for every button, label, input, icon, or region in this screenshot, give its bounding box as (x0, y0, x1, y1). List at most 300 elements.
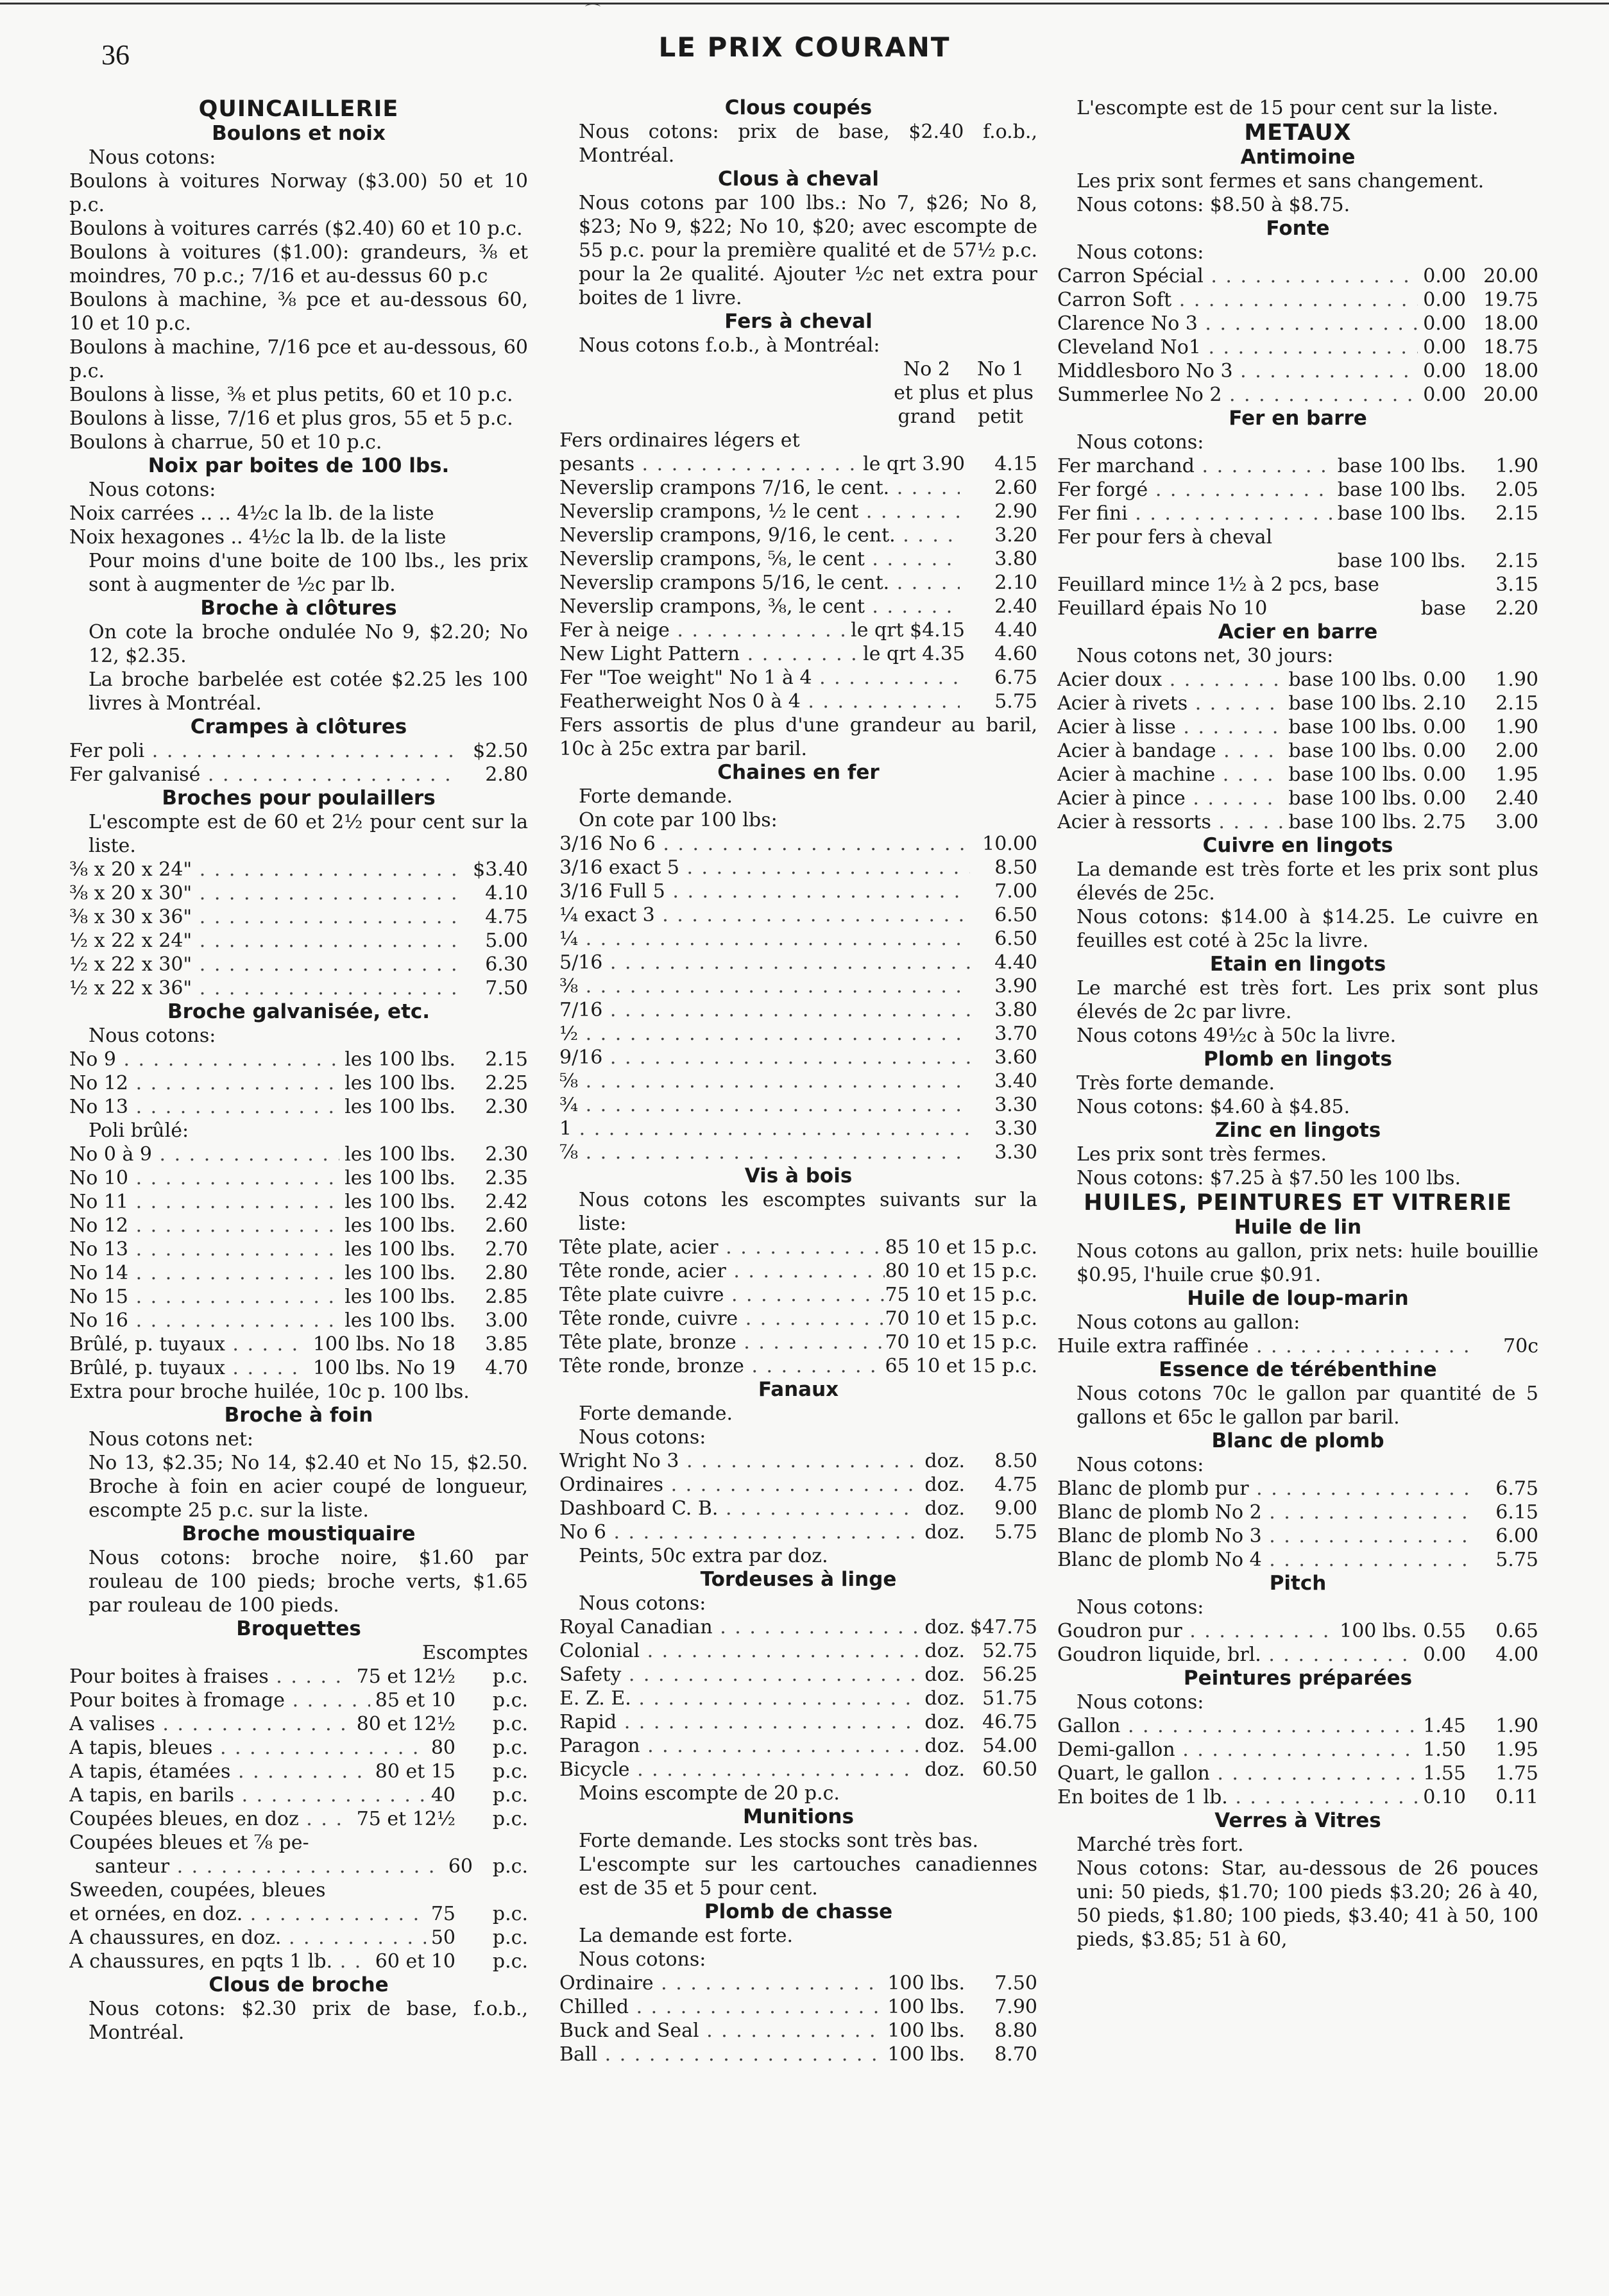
subsection-title: Cuivre en lingots (1202, 834, 1393, 857)
row-value: 3.30 (994, 1094, 1037, 1116)
row-value: 4.70 (485, 1357, 528, 1379)
row-mid: 100 lbs. (887, 1996, 965, 2018)
row-label: En boites de 1 lb. . . . (1057, 1785, 1418, 1809)
subsection-title: Munitions (743, 1805, 854, 1828)
price-list (69, 739, 528, 787)
row-label: ⅜ x 30 x 36" . . . (69, 905, 461, 929)
price-row (559, 1995, 1037, 2019)
row-label: Neverslip crampons, 9/16, le cent. . . . (559, 523, 960, 547)
subsection-title: Peintures préparées (1183, 1667, 1413, 1690)
paragraph: Nous cotons: (1077, 241, 1204, 264)
price-row (69, 976, 528, 1000)
row-label: Fer à neige . . . (559, 618, 846, 642)
price-row (69, 1214, 528, 1237)
paragraph: On cote par 100 lbs: (579, 809, 778, 831)
paragraph: Nous cotons: (579, 1592, 706, 1615)
top-ornament-icon: ⌒ (585, 3, 600, 21)
row-value: 1.95 (1495, 763, 1538, 786)
paragraph: Nous cotons: prix de base, $2.40 f.o.b., Montréal. (579, 121, 1037, 167)
row-label: Carron Spécial . . . (1057, 264, 1418, 288)
price-row (559, 547, 1037, 571)
price-row (559, 903, 1037, 927)
row-label: Bicycle . . . (559, 1758, 919, 1782)
row-label: Acier à pince . . . (1057, 787, 1283, 810)
price-row (1057, 1714, 1538, 1738)
row-label: 9/16 . . . (559, 1046, 970, 1069)
row-value: 1.75 (1495, 1762, 1538, 1785)
row-mid: 100 lbs. (887, 1972, 965, 1994)
price-row (69, 1736, 528, 1760)
row-value: 3.15 (1495, 574, 1538, 596)
paragraph: Nous cotons: (1077, 431, 1204, 454)
price-row (1057, 1334, 1538, 1358)
price-list (559, 1236, 1037, 1378)
row-mid: 75 et 12½ (356, 1808, 455, 1830)
row-value: 19.75 (1483, 289, 1538, 311)
row-label: A chaussures, en doz. . . . (69, 1926, 426, 1950)
price-list (1057, 1714, 1538, 1809)
row-mid: doz. (924, 1663, 965, 1686)
price-row (559, 1615, 1037, 1639)
row-value: 1.90 (1495, 1715, 1538, 1737)
paragraph: Nous cotons les escomptes suivants sur la liste: (579, 1189, 1037, 1235)
subsection-title: Broche à clôtures (200, 597, 397, 620)
price-row (69, 1950, 528, 1973)
subsection-title: Etain en lingots (1209, 953, 1386, 976)
row-mid: doz. (924, 1711, 965, 1733)
paragraph: Nous cotons: $7.25 à $7.50 les 100 lbs. (1077, 1167, 1461, 1189)
row-label: No 6 . . . (559, 1520, 919, 1544)
price-row (69, 1309, 528, 1332)
row-label: ⅜ x 20 x 24" . . . (69, 858, 461, 881)
row-value: 2.42 (485, 1191, 528, 1213)
row-label: 7/16 . . . (559, 998, 970, 1022)
row-label: Fer poli . . . (69, 739, 461, 763)
row-value: 1.95 (1495, 1739, 1538, 1761)
row-label: Colonial . . . (559, 1639, 919, 1663)
row-value: 52.75 (982, 1640, 1037, 1662)
row-label: Huile extra raffinée . . . (1057, 1334, 1471, 1358)
row-value: 3.80 (994, 999, 1037, 1021)
price-row (1057, 692, 1538, 715)
row-value: 0.65 (1495, 1620, 1538, 1642)
column-3 (1057, 96, 1538, 1952)
row-label: A tapis, étamées . . . (69, 1760, 370, 1783)
price-row (69, 1926, 528, 1950)
price-row (1057, 312, 1538, 336)
subsection-title: Huile de loup-marin (1187, 1287, 1409, 1310)
row-value: 4.40 (994, 619, 1037, 642)
row-mid: les 100 lbs. (345, 1238, 455, 1261)
price-row (1057, 668, 1538, 692)
row-mid: les 100 lbs. (345, 1167, 455, 1189)
row-value: 5.75 (1495, 1549, 1538, 1571)
row-value: 7.00 (994, 880, 1037, 903)
price-row (559, 880, 1037, 903)
row-label: Tête ronde, bronze . . . (559, 1354, 885, 1378)
price-row (69, 1855, 528, 1878)
subsection-title: Fonte (1266, 217, 1330, 240)
row-label: No 12 . . . (69, 1214, 339, 1237)
row-label: 1 . . . (559, 1117, 970, 1141)
row-mid: les 100 lbs. (345, 1048, 455, 1071)
row-label: ½ x 22 x 36" . . . (69, 976, 461, 1000)
paragraph: Fers assortis de plus d'une grandeur au baril, 10c à 25c extra par baril. (559, 714, 1037, 760)
row-label: No 11 . . . (69, 1190, 339, 1214)
price-list (559, 452, 1037, 713)
section-title: METAUX (1244, 120, 1352, 146)
price-row (559, 618, 1037, 642)
paragraph: Nous cotons: (1077, 1691, 1204, 1713)
row-label: No 0 à 9 . . . (69, 1143, 339, 1166)
column-1 (69, 96, 528, 2045)
row-label: New Light Pattern . . . (559, 642, 858, 666)
paragraph: Le marché est très fort. Les prix sont plus élevés de 2c par livre. (1077, 977, 1538, 1023)
row-label: Fer "Toe weight" No 1 à 4 . . . (559, 666, 960, 690)
price-row (69, 1095, 528, 1119)
price-row (69, 1712, 528, 1736)
paragraph: Nous cotons: (579, 1948, 706, 1971)
row-label: ⅞ . . . (559, 1141, 970, 1164)
price-row (559, 856, 1037, 880)
row-mid: base 100 lbs. 0.00 (1288, 787, 1466, 810)
row-value: 4.15 (994, 453, 1037, 475)
row-value: 2.10 (994, 572, 1037, 594)
price-row (1057, 288, 1538, 312)
paragraph: Nous cotons: (89, 479, 216, 501)
row-value: 2.40 (1495, 787, 1538, 810)
row-mid: les 100 lbs. (345, 1286, 455, 1308)
row-label: Acier à lisse . . . (1057, 715, 1283, 739)
subsection-title: Broche galvanisée, etc. (167, 1000, 430, 1023)
row-value: 2.25 (485, 1072, 528, 1094)
price-row (559, 927, 1037, 951)
row-value: 65 10 et 15 p.c. (885, 1355, 1037, 1377)
subsection-title: Zinc en lingots (1214, 1119, 1381, 1142)
price-row (559, 476, 1037, 500)
row-mid: 1.55 (1423, 1762, 1466, 1785)
price-row (69, 1356, 528, 1380)
price-list (1057, 668, 1538, 834)
subsection-title: Clous de broche (209, 1973, 389, 1996)
price-row (69, 763, 528, 787)
paragraph: Nous cotons net: (89, 1428, 254, 1450)
row-value: 3.60 (994, 1046, 1037, 1069)
price-row (69, 1332, 528, 1356)
paragraph: Boulons à voitures ($1.00): grandeurs, ⅜ et moindres, 70 p.c.; 7/16 et au-dessus 60 p.c (69, 241, 528, 287)
row-value: p.c. (492, 1903, 528, 1925)
price-row (559, 998, 1037, 1022)
price-row (559, 666, 1037, 690)
row-mid: 60 (448, 1855, 473, 1878)
row-value: 8.50 (994, 856, 1037, 879)
price-row (559, 1093, 1037, 1117)
price-row (559, 832, 1037, 856)
row-value: 2.35 (485, 1167, 528, 1189)
row-label: Carron Soft . . . (1057, 288, 1418, 312)
col-header: et plus (894, 382, 960, 404)
subsection-title: Verres à Vitres (1214, 1809, 1381, 1832)
column-header: Escomptes (421, 1642, 528, 1664)
paragraph: Nous cotons: (1077, 1596, 1204, 1619)
subsection-title: Fanaux (758, 1378, 839, 1401)
row-value: 4.60 (994, 643, 1037, 665)
row-value: 6.15 (1495, 1501, 1538, 1524)
row-value: 18.00 (1483, 360, 1538, 382)
row-label: ½ x 22 x 24" . . . (69, 929, 461, 953)
row-value: p.c. (492, 1926, 528, 1949)
price-list (69, 1143, 528, 1380)
price-row (69, 1071, 528, 1095)
paragraph: Nous cotons 70c le gallon par quantité de 5 gallons et 65c le gallon par baril. (1077, 1382, 1538, 1429)
paragraph: Sweeden, coupées, bleues (69, 1879, 326, 1901)
price-row (559, 1497, 1037, 1520)
row-value: 46.75 (982, 1711, 1037, 1733)
paragraph: La demande est très forte et les prix sont plus élevés de 25c. (1077, 858, 1538, 905)
row-label: Fer forgé . . . (1057, 478, 1332, 502)
running-title: LE PRIX COURANT (658, 31, 951, 63)
row-value: 6.30 (485, 953, 528, 976)
row-label: Fer marchand . . . (1057, 454, 1332, 478)
row-mid: base 100 lbs. 0.00 (1288, 763, 1466, 786)
row-label: Pour boites à fromage . . . (69, 1688, 370, 1712)
row-label: No 13 . . . (69, 1095, 339, 1119)
column-2 (559, 96, 1037, 2066)
col-header: No 2 (903, 358, 950, 380)
row-value: 6.00 (1495, 1525, 1538, 1547)
row-value: 3.85 (485, 1333, 528, 1356)
price-row (1057, 383, 1538, 407)
row-label: Wright No 3 . . . (559, 1449, 919, 1473)
row-label: Goudron pur . . . (1057, 1619, 1334, 1643)
row-label: et ornées, en doz. . . . (69, 1902, 426, 1926)
row-value: 85 10 et 15 p.c. (885, 1236, 1037, 1259)
row-value: p.c. (492, 1713, 528, 1735)
row-value: p.c. (492, 1760, 528, 1783)
paragraph: Moins escompte de 20 p.c. (579, 1782, 840, 1805)
row-mid: 80 et 15 (375, 1760, 455, 1783)
row-value: 20.00 (1483, 265, 1538, 287)
row-label: No 14 . . . (69, 1261, 339, 1285)
row-value: 1.90 (1495, 668, 1538, 691)
row-value: 18.75 (1483, 336, 1538, 359)
price-list (559, 1971, 1037, 2066)
row-value: p.c. (492, 1950, 528, 1973)
price-row (559, 1354, 1037, 1378)
row-mid: 1.45 (1423, 1715, 1466, 1737)
row-mid: base 100 lbs. 0.00 (1288, 716, 1466, 738)
row-label: Acier doux . . . (1057, 668, 1283, 692)
price-row (69, 1237, 528, 1261)
row-value: 3.00 (1495, 811, 1538, 833)
section-title: QUINCAILLERIE (198, 96, 399, 122)
paragraph: Nous cotons par 100 lbs.: No 7, $26; No 8, $23; No 9, $22; No 10, $20; avec escompte de 55 p.c. pour la première qualité et de 57½ p.c. pour la 2e qualité. Ajouter ½c net extra pour boites de 1 livre. (579, 192, 1037, 309)
price-row (1057, 1548, 1538, 1572)
price-row (559, 1971, 1037, 1995)
price-list (559, 832, 1037, 1164)
paragraph: Coupées bleues et ⅞ pe- (69, 1832, 309, 1854)
price-row (1057, 264, 1538, 288)
subsection-title: Blanc de plomb (1211, 1429, 1384, 1452)
table-header (559, 381, 1037, 405)
row-mid: 0.00 (1423, 312, 1466, 335)
row-mid: doz. (924, 1497, 965, 1520)
subsection-title: Tordeuses à linge (700, 1568, 897, 1591)
price-row (1057, 502, 1538, 525)
price-row (69, 1688, 528, 1712)
price-row (559, 1259, 1037, 1283)
row-label: Royal Canadian . . . (559, 1615, 919, 1639)
subsection-title: Antimoine (1240, 146, 1356, 169)
subsection-title: Broche moustiquaire (182, 1522, 416, 1545)
row-mid: 80 (430, 1737, 455, 1759)
row-label: Neverslip crampons, ⅝, le cent . . . (559, 547, 960, 571)
price-row (559, 1734, 1037, 1758)
row-label: ¾ . . . (559, 1093, 970, 1117)
price-row (69, 1902, 528, 1926)
price-row (1057, 1619, 1538, 1643)
subsection-title: Essence de térébenthine (1159, 1358, 1437, 1381)
row-label: Coupées bleues, en doz . . . (69, 1807, 352, 1831)
row-value: p.c. (492, 1855, 528, 1878)
subsection-title: Boulons et noix (212, 122, 386, 145)
row-mid: le qrt 4.35 (863, 643, 965, 665)
row-label: 3/16 No 6 . . . (559, 832, 970, 856)
row-mid: doz. (924, 1758, 965, 1781)
price-row (559, 1236, 1037, 1259)
price-row (69, 1807, 528, 1831)
row-value: p.c. (492, 1665, 528, 1688)
price-row (559, 2019, 1037, 2043)
row-label: ⅜ x 20 x 30" . . . (69, 881, 461, 905)
price-row (1057, 1785, 1538, 1809)
price-row (1057, 810, 1538, 834)
row-label: Neverslip crampons 7/16, le cent. . . . (559, 476, 960, 500)
paragraph: La demande est forte. (579, 1925, 794, 1947)
paragraph: Nous cotons: $4.60 à $4.85. (1077, 1096, 1350, 1118)
price-list (1057, 264, 1538, 407)
price-row (559, 571, 1037, 595)
price-row (69, 1783, 528, 1807)
row-label: Tête plate, bronze . . . (559, 1331, 885, 1354)
row-mid: les 100 lbs. (345, 1072, 455, 1094)
paragraph: Boulons à machine, 7/16 pce et au-dessous, 60 p.c. (69, 336, 528, 382)
row-mid: le qrt $4.15 (851, 619, 965, 642)
row-value: 2.85 (485, 1286, 528, 1308)
paragraph: Forte demande. (579, 785, 733, 808)
paragraph: L'escompte sur les cartouches canadiennes est de 35 et 5 pour cent. (579, 1853, 1037, 1900)
row-value: 8.70 (994, 2043, 1037, 2066)
row-value: 4.10 (485, 882, 528, 905)
row-label: No 12 . . . (69, 1071, 339, 1095)
price-list (559, 1615, 1037, 1782)
paragraph: L'escompte est de 15 pour cent sur la liste. (1077, 97, 1499, 119)
row-label: Pour boites à fraises . . . (69, 1665, 352, 1688)
row-mid: doz. (924, 1735, 965, 1757)
price-row (1057, 763, 1538, 787)
row-value: 7.90 (994, 1996, 1037, 2018)
row-label: Demi-gallon . . . (1057, 1738, 1418, 1762)
price-row (559, 1710, 1037, 1734)
price-row (69, 1048, 528, 1071)
row-mid: base 100 lbs. (1337, 502, 1466, 525)
price-row (559, 642, 1037, 666)
row-value: 5.00 (485, 930, 528, 952)
price-row (69, 905, 528, 929)
row-label: ¼ . . . (559, 927, 970, 951)
row-value: 6.75 (1495, 1477, 1538, 1500)
col-header: grand (898, 405, 956, 428)
row-label: No 15 . . . (69, 1285, 339, 1309)
row-label: Blanc de plomb No 2 . . . (1057, 1501, 1471, 1524)
paragraph: Boulons à voitures Norway ($3.00) 50 et 10 p.c. (69, 170, 528, 216)
row-value: 54.00 (982, 1735, 1037, 1757)
row-label: Rapid . . . (559, 1710, 919, 1734)
row-value: 70 10 et 15 p.c. (885, 1331, 1037, 1354)
paragraph: La broche barbelée est cotée $2.25 les 100 livres à Montréal. (89, 668, 528, 715)
price-row (559, 595, 1037, 618)
price-row (1057, 1524, 1538, 1548)
subsection-title: Plomb de chasse (704, 1900, 893, 1923)
subsection-title: Clous coupés (724, 96, 873, 119)
subsection-title: Fer en barre (1229, 407, 1367, 430)
row-label: ½ x 22 x 30" . . . (69, 953, 461, 976)
subsection-title: Pitch (1269, 1572, 1327, 1595)
price-row (69, 953, 528, 976)
row-label: Acier à bandage . . . (1057, 739, 1283, 763)
price-row (1057, 1477, 1538, 1501)
row-value: 3.70 (994, 1023, 1037, 1045)
paragraph: Noix carrées .. .. 4½c la lb. de la liste (69, 502, 434, 525)
row-value: 75 10 et 15 p.c. (885, 1284, 1037, 1306)
price-row (559, 1331, 1037, 1354)
price-row (559, 500, 1037, 523)
paragraph: On cote la broche ondulée No 9, $2.20; No 12, $2.35. (89, 621, 528, 667)
row-value: 56.25 (982, 1663, 1037, 1686)
price-row (69, 1665, 528, 1688)
row-label: ¼ exact 3 . . . (559, 903, 970, 927)
row-label: Gallon . . . (1057, 1714, 1418, 1738)
paragraph: Marché très fort. (1077, 1833, 1244, 1856)
row-value: 3.80 (994, 548, 1037, 570)
row-label: Neverslip crampons, ½ le cent . . . (559, 500, 960, 523)
price-row (559, 1639, 1037, 1663)
price-list (69, 1048, 528, 1119)
row-mid: 0.00 (1423, 360, 1466, 382)
row-label: Blanc de plomb pur . . . (1057, 1477, 1471, 1501)
subsection-title: Clous à cheval (718, 167, 879, 191)
page-number: 36 (101, 39, 130, 71)
row-mid: 75 (430, 1903, 455, 1925)
row-value: p.c. (492, 1689, 528, 1712)
row-value: 10.00 (982, 833, 1037, 855)
price-row (559, 951, 1037, 974)
row-label: Ordinaires . . . (559, 1473, 919, 1497)
row-mid: les 100 lbs. (345, 1262, 455, 1284)
row-label: Fer galvanisé . . . (69, 763, 461, 787)
row-value: 70c (1503, 1335, 1538, 1357)
row-value: 1.90 (1495, 716, 1538, 738)
table-header (559, 357, 1037, 381)
row-mid: les 100 lbs. (345, 1214, 455, 1237)
row-value: 9.00 (994, 1497, 1037, 1520)
row-mid: 80 et 12½ (356, 1713, 455, 1735)
row-value: 8.80 (994, 2020, 1037, 2042)
row-mid: base 100 lbs. 0.00 (1288, 668, 1466, 691)
row-label: santeur . . . (95, 1855, 443, 1878)
paragraph: Boulons à machine, ⅜ pce et au-dessous 60, 10 et 10 p.c. (69, 289, 528, 335)
row-value: 2.30 (485, 1096, 528, 1118)
